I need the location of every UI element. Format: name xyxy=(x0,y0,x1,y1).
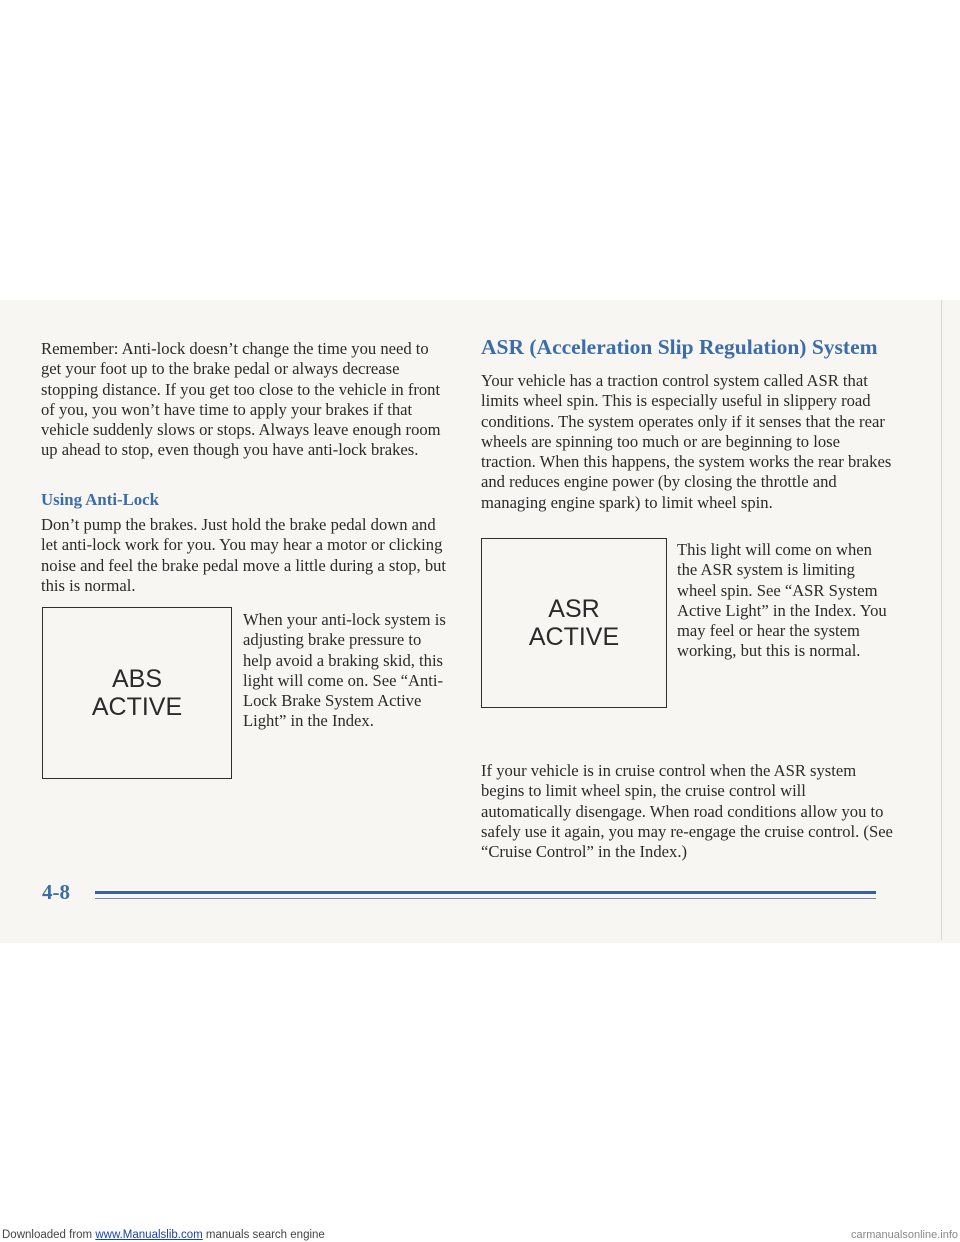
download-notice xyxy=(2,1229,325,1242)
footer-rule-thin xyxy=(95,898,876,899)
cruise-control-paragraph: If your vehicle is in cruise control when the ASR system begins to limit wheel spin, the cruise control will automatically disengage. When road conditions allow you to safely use it again, you may re-engage the cruise control. (See “Cruise Control” in the Index.) xyxy=(481,761,893,862)
remember-paragraph: Remember: Anti-lock doesn’t change the time you need to get your foot up to the brake pedal or always decrease stopping distance. If you get too close to the vehicle in front of you, you won’t have time to apply your brakes if that vehicle suddenly slows or stops. Always leave enough room up ahead to stop, even though you have anti-lock brakes. xyxy=(41,339,441,460)
section-subheading: Using Anti-Lock xyxy=(41,490,159,509)
manualslib-link[interactable]: www.Manualslib.com xyxy=(95,1229,203,1241)
page-heading: ASR (Acceleration Slip Regulation) System xyxy=(481,335,878,359)
footer-rule xyxy=(95,891,876,894)
abs-light-paragraph: When your anti-lock system is adjusting brake pressure to help avoid a braking skid, this light will come on. See “Anti-Lock Brake System Active Light” in the Index. xyxy=(243,610,446,731)
page-number: 4-8 xyxy=(42,880,70,904)
asr-active-indicator xyxy=(481,538,667,708)
asr-light-paragraph: This light will come on when the ASR system is limiting wheel spin. See “ASR System Active Light” in the Index. You may feel or hear the system working, but this is normal. xyxy=(677,540,887,661)
page-edge xyxy=(941,300,942,940)
download-bar xyxy=(0,1229,960,1242)
abs-active-label: ABS ACTIVE xyxy=(91,665,183,721)
asr-paragraph: Your vehicle has a traction control system called ASR that limits wheel spin. This is especially useful in slippery road conditions. The system operates only if it senses that the rear wheels are spinning too much or are beginning to lose traction. When this happens, the system works the rear brakes and reduces engine power (by closing the throttle and managing engine spark) to limit wheel spin. xyxy=(481,371,892,512)
watermark: carmanualsonline.info xyxy=(850,1229,958,1241)
download-suffix: manuals search engine xyxy=(202,1229,325,1241)
download-prefix: Downloaded from xyxy=(2,1229,96,1241)
abs-active-indicator xyxy=(42,607,232,779)
asr-active-label: ASR ACTIVE xyxy=(528,595,620,651)
using-anti-lock-paragraph: Don’t pump the brakes. Just hold the brake pedal down and let anti-lock work for you. You may hear a motor or clicking noise and feel the brake pedal move a little during a stop, but this is normal. xyxy=(41,515,447,595)
